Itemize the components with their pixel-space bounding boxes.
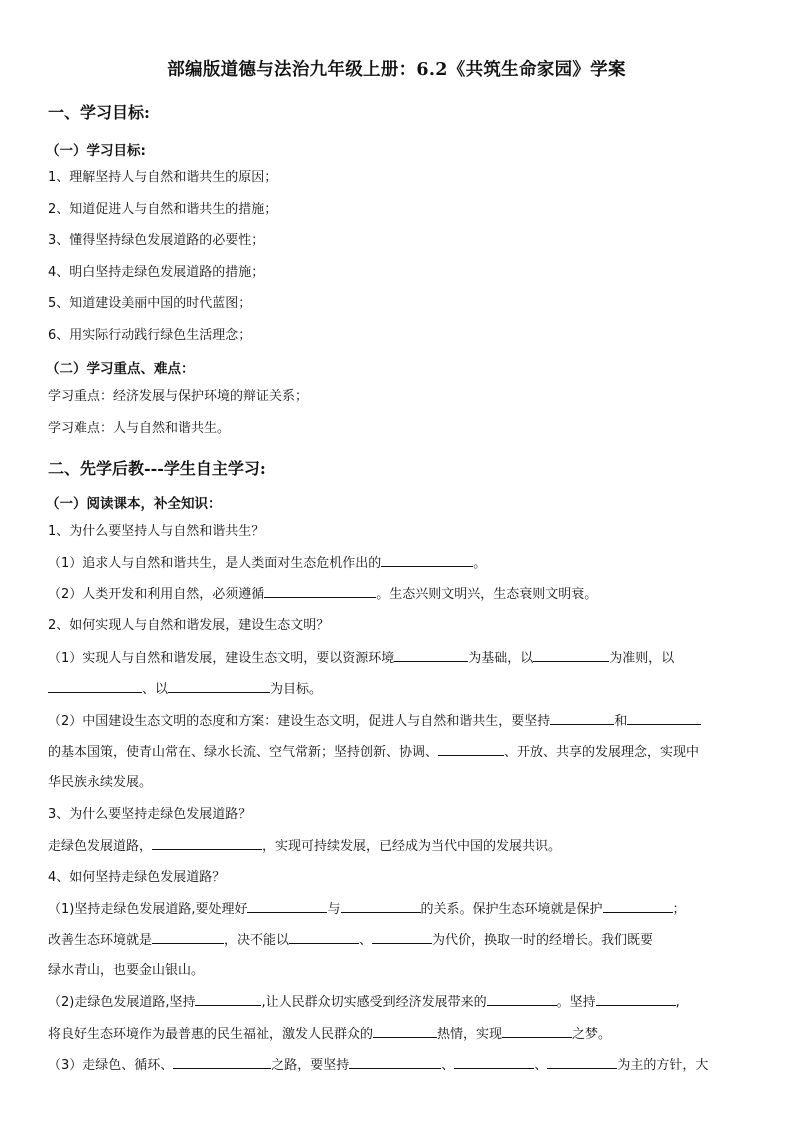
fill-blank[interactable] <box>168 679 270 693</box>
fill-blank[interactable] <box>438 742 504 756</box>
fill-blank[interactable] <box>373 1024 437 1038</box>
question-2: 2、如何实现人与自然和谐发展，建设生态文明？ <box>48 618 330 633</box>
question-4-line-4: （2)走绿色发展道路,坚持 ,让人民群众切实感受到经济发展带来的 。坚持 , <box>48 992 680 1013</box>
objective-item: 5、知道建设美丽中国的时代蓝图； <box>48 296 252 311</box>
question-4-line-5: 将良好生态环境作为最普惠的民生福祉，激发人民群众的 热情，实现 之梦。 <box>48 1024 611 1045</box>
fill-blank[interactable] <box>627 711 701 725</box>
fill-blank[interactable] <box>289 930 359 944</box>
question-1-line-2: （2）人类开发和利用自然，必须遵循 。生态兴则文明兴，生态衰则文明衰。 <box>48 584 597 605</box>
section-heading-self-study: 二、先学后教---学生自主学习: <box>48 459 266 478</box>
difficulty-text: 学习难点：人与自然和谐共生。 <box>48 421 231 436</box>
fill-blank[interactable] <box>533 648 609 662</box>
fill-blank[interactable] <box>349 1055 441 1069</box>
question-4-line-6: （3）走绿色、循环、 之路，要坚持 、 、 为主的方针，大 <box>48 1055 708 1076</box>
key-point-text: 学习重点：经济发展与保护环境的辩证关系； <box>48 389 309 404</box>
objective-item: 4、明白坚持走绿色发展道路的措施； <box>48 265 265 280</box>
section-heading-objectives: 一、学习目标: <box>48 103 150 122</box>
question-4-line-2: 改善生态环境就是 ，决不能以 、 为代价，换取一时的经增长。我们既要 <box>48 930 653 951</box>
fill-blank[interactable] <box>173 1055 271 1069</box>
fill-blank[interactable] <box>394 648 468 662</box>
fill-blank[interactable] <box>547 1055 617 1069</box>
page-title: 部编版道德与法治九年级上册：6.2《共筑生命家园》学案 <box>167 60 626 80</box>
subheading-key-points: （二）学习重点、难点： <box>46 361 195 377</box>
fill-blank[interactable] <box>264 584 376 598</box>
question-2-line-3: （2）中国建设生态文明的态度和方案：建设生态文明，促进人与自然和谐共生，要坚持 和 <box>48 711 701 732</box>
question-2-line-2: 、以 为目标。 <box>48 679 322 700</box>
fill-blank[interactable] <box>454 1055 534 1069</box>
fill-blank[interactable] <box>603 899 673 913</box>
fill-blank[interactable] <box>381 553 473 567</box>
question-4: 4、如何坚持走绿色发展道路？ <box>48 870 226 885</box>
fill-blank[interactable] <box>195 992 261 1006</box>
fill-blank[interactable] <box>48 679 142 693</box>
objective-item: 3、懂得坚持绿色发展道路的必要性； <box>48 233 265 248</box>
question-4-line-1: （1)坚持走绿色发展道路,要处理好 与 的关系。保护生态环境就是保护 ； <box>48 899 686 920</box>
fill-blank[interactable] <box>247 899 327 913</box>
objective-item: 6、用实际行动践行绿色生活理念； <box>48 328 252 343</box>
fill-blank[interactable] <box>550 711 614 725</box>
question-1-line-1: （1）追求人与自然和谐共生，是人类面对生态危机作出的 。 <box>48 553 486 574</box>
objective-item: 1、理解坚持人与自然和谐共生的原因； <box>48 170 278 185</box>
objective-item: 2、知道促进人与自然和谐共生的措施； <box>48 202 278 217</box>
fill-blank[interactable] <box>502 1024 572 1038</box>
fill-blank[interactable] <box>152 836 262 850</box>
question-2-line-5: 华民族永续发展。 <box>48 775 153 790</box>
question-3: 3、为什么要坚持走绿色发展道路？ <box>48 807 252 822</box>
fill-blank[interactable] <box>372 930 432 944</box>
fill-blank[interactable] <box>487 992 557 1006</box>
question-2-line-1: （1）实现人与自然和谐发展，建设生态文明，要以资源环境 为基础，以 为准则，以 <box>48 648 674 669</box>
question-4-line-3: 绿水青山，也要金山银山。 <box>48 963 205 978</box>
question-1: 1、为什么要坚持人与自然和谐共生？ <box>48 524 265 539</box>
subheading-objectives: （一）学习目标: <box>46 143 146 159</box>
fill-blank[interactable] <box>596 992 676 1006</box>
fill-blank[interactable] <box>341 899 421 913</box>
subheading-reading: （一）阅读课本，补全知识： <box>46 496 222 512</box>
question-2-line-4: 的基本国策，使青山常在、绿水长流、空气常新；坚持创新、协调、 、开放、共享的发展理念，实现中 <box>48 742 699 763</box>
question-3-line-1: 走绿色发展道路， ，实现可持续发展，已经成为当代中国的发展共识。 <box>48 836 561 857</box>
fill-blank[interactable] <box>152 930 224 944</box>
